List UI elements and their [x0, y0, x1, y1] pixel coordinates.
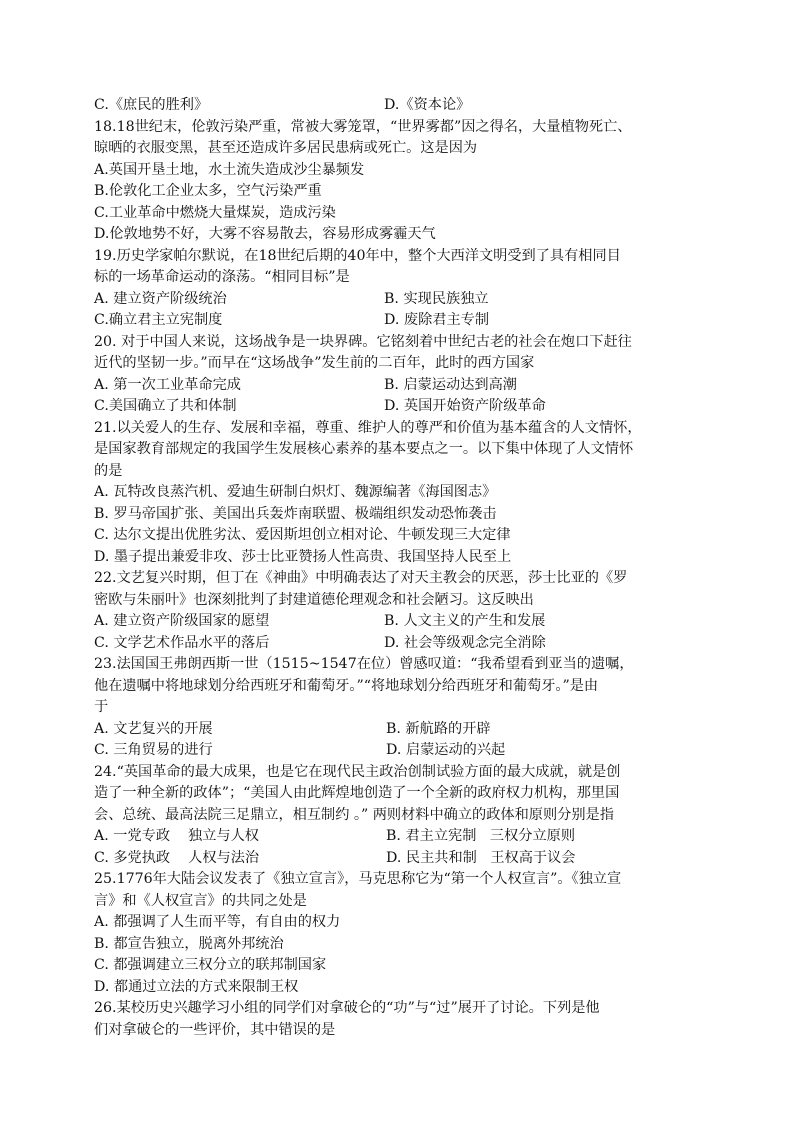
question-stem: 19.历史学家帕尔默说，在18世纪后期的40年中，整个大西洋文明受到了具有相同目	[94, 247, 621, 264]
option-c: C.工业革命中燃烧大量煤炭，造成污染	[94, 204, 336, 221]
option-b: B. 君主立宪制 三权分立原则	[386, 828, 576, 844]
option-row	[94, 289, 706, 311]
question-stem: 的是	[94, 462, 123, 479]
question-stem: 23.法国国王弗朗西斯一世（1515~1547在位）曾感叹道：“我希望看到亚当的遗嘱，	[94, 656, 634, 672]
option-a: A. 都强调了人生而平等，有自由的权力	[94, 914, 341, 930]
question-22	[94, 568, 706, 654]
option-d: D. 都通过立法的方式来限制王权	[94, 978, 299, 995]
question-stem: 20. 对于中国人来说，这场战争是一块界碑。它铭刻着中世纪古老的社会在炮口下赶往	[94, 333, 632, 350]
option-d: D. 墨子提出兼爱非攻、莎士比亚赞扬人性高贵、我国坚持人民至上	[94, 548, 512, 565]
option-a: A. 第一次工业革命完成	[94, 376, 241, 393]
question-stem: 21.以关爱人的生存、发展和幸福，尊重、维护人的尊严和价值为基本蕴含的人文情怀，	[94, 419, 642, 436]
question-21	[94, 418, 706, 569]
option-d: D. 社会等级观念完全消除	[384, 634, 546, 651]
option-b: B.伦敦化工企业太多，空气污染严重	[94, 183, 322, 199]
option-row	[94, 826, 706, 848]
question-stem: 他在遗嘱中将地球划分给西班牙和葡萄牙。”“将地球划分给西班牙和葡萄牙。”是由	[94, 677, 599, 694]
question-stem: 密欧与朱丽叶》也深刻批判了封建道德伦理观念和社会陋习。这反映出	[94, 591, 534, 608]
option-a: A. 建立资产阶级统治	[94, 290, 227, 307]
question-stem: 25.1776年大陆会议发表了《独立宣言》，马克思称它为“第一个人权宣言”。《独立宣	[94, 871, 622, 887]
option-c: C. 三角贸易的进行	[94, 742, 213, 758]
option-a: A. 建立资产阶级国家的愿望	[94, 613, 270, 629]
question-stem: 近代的坚韧一步。”而早在“这场战争”发生前的二百年，此时的西方国家	[94, 355, 535, 371]
question-stem: 22.文艺复兴时期，但丁在《神曲》中明确表达了对天主教会的厌恶，莎士比亚的《罗	[94, 570, 628, 586]
question-24	[94, 762, 706, 870]
exam-page	[94, 95, 706, 1041]
option-row	[94, 396, 706, 418]
question-stem: 会、总统、最高法院三足鼎立，相互制约 。” 两则材料中确立的政体和原则分别是指	[94, 806, 614, 823]
option-d: D. 废除君主专制	[384, 312, 490, 328]
option-row	[94, 95, 706, 117]
option-c: C. 都强调建立三权分立的联邦制国家	[94, 957, 327, 973]
option-c: C.确立君主立宪制度	[94, 312, 223, 328]
option-c: C. 达尔文提出优胜劣汰、爱因斯坦创立相对论、牛顿发现三大定律	[94, 527, 511, 543]
question-stem: 标的一场革命运动的涤荡。“相同目标”是	[94, 269, 350, 285]
option-b: B. 新航路的开辟	[386, 720, 491, 737]
option-b: B. 都宣告独立，脱离外邦统治	[94, 935, 284, 952]
option-b: B. 人文主义的产生和发展	[384, 613, 546, 629]
question-stem: 言》和《人权宣言》的共同之处是	[94, 892, 307, 909]
option-c: C. 文学艺术作品水平的落后	[94, 634, 270, 651]
question-26	[94, 998, 706, 1041]
question-stem: 晾晒的衣服变黑，甚至还造成许多居民患病或死亡。这是因为	[94, 140, 478, 156]
option-c: C.《庶民的胜利》	[94, 97, 209, 113]
option-row	[94, 848, 706, 870]
question-19	[94, 246, 706, 332]
option-row	[94, 633, 706, 655]
option-a: A. 瓦特改良蒸汽机、爱迪生研制白炽灯、魏源编著《海国图志》	[94, 484, 497, 500]
option-d: D.《资本论》	[384, 97, 471, 113]
question-stem: 于	[94, 699, 109, 715]
option-d: D. 民主共和制 王权高于议会	[386, 849, 576, 866]
option-row	[94, 375, 706, 397]
option-b: B. 罗马帝国扩张、美国出兵轰炸南联盟、极端组织发动恐怖袭击	[94, 505, 497, 522]
option-a: A. 文艺复兴的开展	[94, 720, 213, 737]
question-20	[94, 332, 706, 418]
question-23	[94, 654, 706, 762]
option-d: D. 英国开始资产阶级革命	[384, 398, 546, 414]
option-b: B. 实现民族独立	[384, 290, 489, 307]
option-c: C.美国确立了共和体制	[94, 398, 237, 414]
question-stem: 26.某校历史兴趣学习小组的同学们对拿破仑的“功”与“过”展开了讨论。下列是他	[94, 1000, 600, 1016]
question-25	[94, 869, 706, 998]
question-18	[94, 117, 706, 246]
question-stem: 是国家教育部规定的我国学生发展核心素养的基本要点之一。以下集中体现了人文情怀	[94, 441, 634, 457]
option-c: C. 多党执政 人权与法治	[94, 849, 260, 866]
question-stem: 们对拿破仑的一些评价，其中错误的是	[94, 1021, 336, 1038]
option-a: A.英国开垦土地，水土流失造成沙尘暴频发	[94, 161, 365, 178]
option-row	[94, 719, 706, 741]
option-row	[94, 310, 706, 332]
question-stem: 24.“英国革命的最大成果，也是它在现代民主政治创制试验方面的最大成就，就是创	[94, 763, 621, 780]
question-stem: 18.18世纪末，伦敦污染严重，常被大雾笼罩，“世界雾都”因之得名，大量植物死亡、	[94, 118, 632, 135]
option-a: A. 一党专政 独立与人权	[94, 828, 259, 844]
option-d: D. 启蒙运动的兴起	[386, 742, 506, 758]
option-row	[94, 740, 706, 762]
question-stem: 造了一种全新的政体”；“美国人由此辉煌地创造了一个全新的政府权力机构，那里国	[94, 785, 620, 801]
option-row	[94, 611, 706, 633]
option-b: B. 启蒙运动达到高潮	[384, 376, 517, 393]
option-d: D.伦敦地势不好，大雾不容易散去，容易形成雾霾天气	[94, 226, 436, 242]
